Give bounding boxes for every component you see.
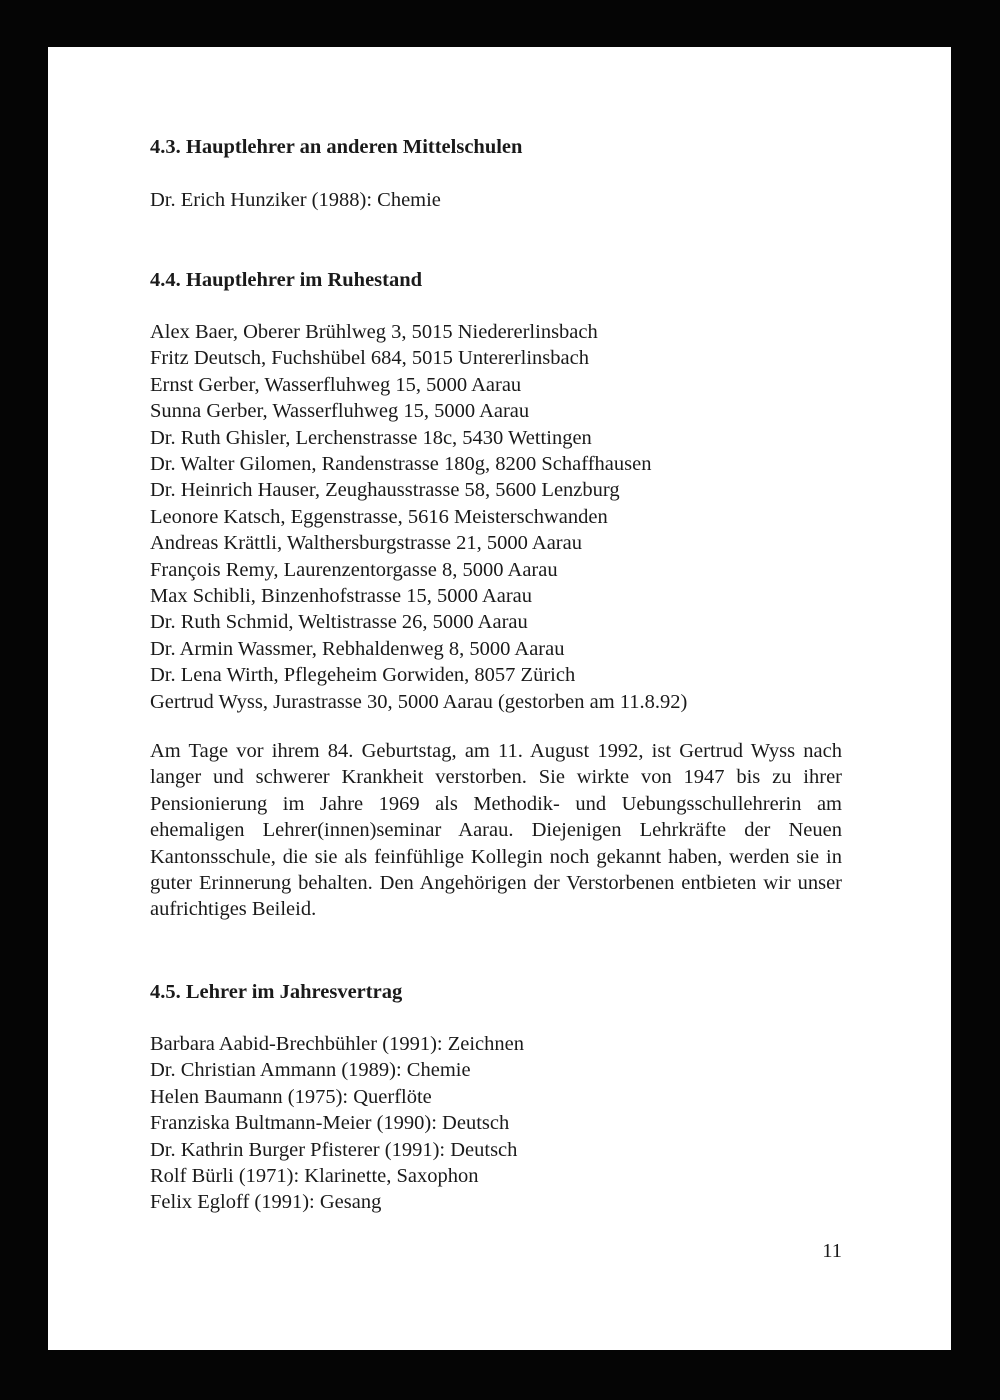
list-item: Leonore Katsch, Eggenstrasse, 5616 Meisterschwanden <box>150 505 608 528</box>
list-item: Max Schibli, Binzenhofstrasse 15, 5000 Aarau <box>150 585 533 608</box>
page-number: 11 <box>822 1240 842 1262</box>
list-item: François Remy, Laurenzentorgasse 8, 5000 Aarau <box>150 558 558 581</box>
list-item: Franziska Bultmann-Meier (1990): Deutsch <box>150 1112 510 1135</box>
list-item: Barbara Aabid-Brechbühler (1991): Zeichnen <box>150 1033 524 1055</box>
list-item: Dr. Heinrich Hauser, Zeughausstrasse 58, 5600 Lenzburg <box>150 479 620 502</box>
section-heading-4-4: 4.4. Hauptlehrer im Ruhestand <box>150 269 423 291</box>
obituary-paragraph: Am Tage vor ihrem 84. Geburtstag, am 11. August 1992, ist Gertrud Wyss nach langer und schwerer Krankheit verstorben. Sie wirkte von 1947 bis zu ihrer Pensionierung im Jahre 1969 als Methodik- und Uebungsschullehrerin am ehemaligen Lehrer(innen)seminar Aarau. Diejenigen Lehrkräfte der Neuen Kantonsschule, die sie als feinfühlige Kollegin noch gekannt haben, werden sie in guter Erinnerung behalten. Den Angehörigen der Verstorbenen entbieten wir unser aufrichtiges Beileid. <box>150 740 842 921</box>
section-heading-4-3: 4.3. Hauptlehrer an anderen Mittelschulen <box>150 136 523 158</box>
list-item: Dr. Erich Hunziker (1988): Chemie <box>150 189 441 211</box>
list-item: Dr. Christian Ammann (1989): Chemie <box>150 1059 471 1082</box>
list-item: Dr. Ruth Schmid, Weltistrasse 26, 5000 Aarau <box>150 611 528 634</box>
list-item: Helen Baumann (1975): Querflöte <box>150 1085 432 1108</box>
section-heading-4-5: 4.5. Lehrer im Jahresvertrag <box>150 981 403 1003</box>
section-4-3-list <box>150 187 842 213</box>
section-4-5-list <box>150 1031 842 1216</box>
document-page <box>48 47 951 1350</box>
list-item: Dr. Walter Gilomen, Randenstrasse 180g, 8200 Schaffhausen <box>150 453 652 476</box>
list-item: Dr. Armin Wassmer, Rebhaldenweg 8, 5000 Aarau <box>150 637 565 660</box>
list-item: Felix Egloff (1991): Gesang <box>150 1191 382 1214</box>
list-item: Sunna Gerber, Wasserfluhweg 15, 5000 Aarau <box>150 400 530 423</box>
list-item: Dr. Kathrin Burger Pfisterer (1991): Deutsch <box>150 1138 518 1161</box>
section-4-4-list <box>150 319 842 715</box>
list-item: Andreas Krättli, Walthersburgstrasse 21, 5000 Aarau <box>150 532 582 555</box>
list-item: Gertrud Wyss, Jurastrasse 30, 5000 Aarau (gestorben am 11.8.92) <box>150 690 688 713</box>
list-item: Dr. Lena Wirth, Pflegeheim Gorwiden, 8057 Zürich <box>150 664 576 687</box>
list-item: Rolf Bürli (1971): Klarinette, Saxophon <box>150 1165 479 1188</box>
list-item: Alex Baer, Oberer Brühlweg 3, 5015 Niedererlinsbach <box>150 321 598 343</box>
list-item: Fritz Deutsch, Fuchshübel 684, 5015 Untererlinsbach <box>150 347 589 370</box>
list-item: Ernst Gerber, Wasserfluhweg 15, 5000 Aarau <box>150 373 522 396</box>
list-item: Dr. Ruth Ghisler, Lerchenstrasse 18c, 5430 Wettingen <box>150 426 592 449</box>
